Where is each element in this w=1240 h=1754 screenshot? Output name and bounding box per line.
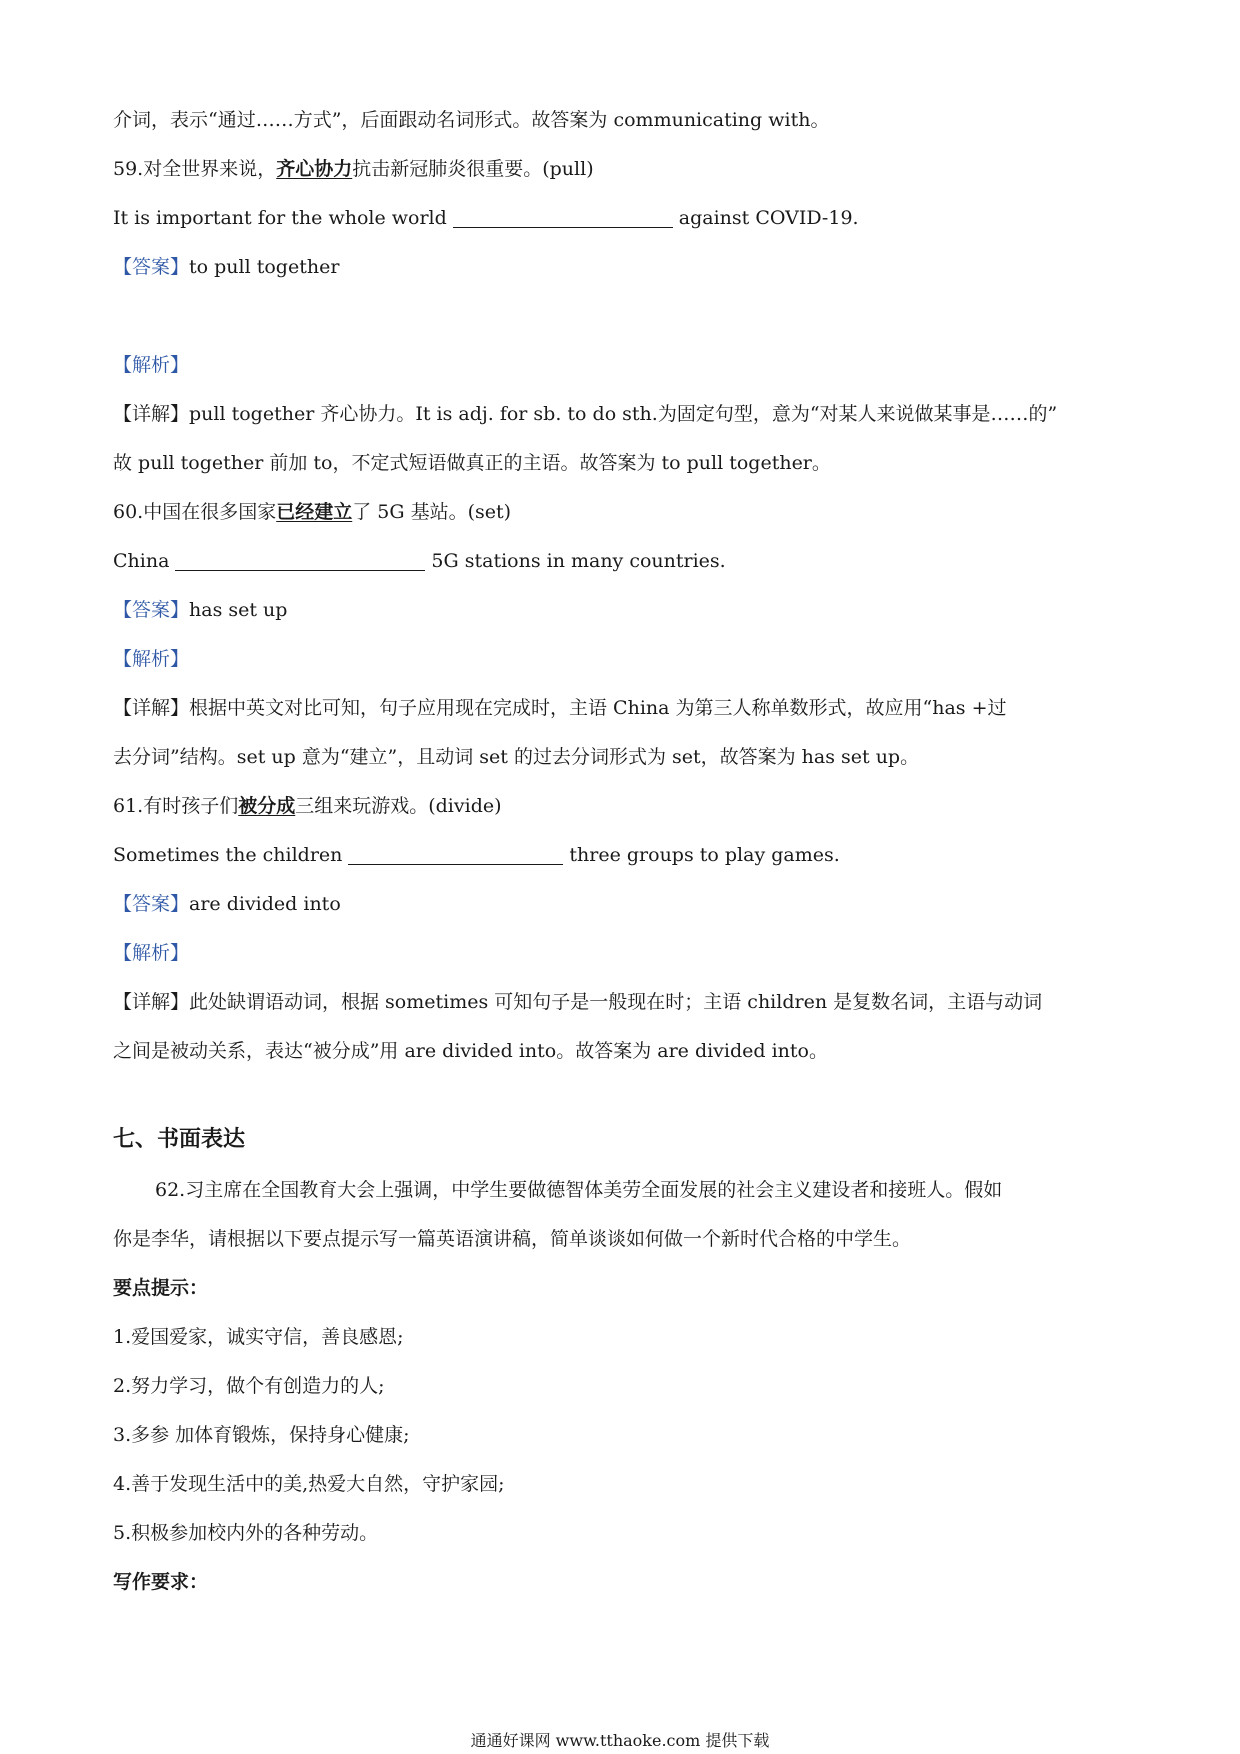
- intro-line: 介词，表示“通过……方式”，后面跟动名词形式。故答案为 communicating with。: [113, 109, 830, 131]
- q61-key-phrase: 被分成: [238, 795, 296, 817]
- q61-detail-2: 之间是被动关系，表达“被分成”用 are divided into。故答案为 are divided into。: [113, 1040, 828, 1062]
- requirements-title: 写作要求：: [113, 1571, 209, 1593]
- q60-answer: 【答案】has set up: [113, 599, 288, 621]
- q59-blank: [453, 205, 673, 228]
- point-1: 1.爱国爱家，诚实守信，善良感恩;: [113, 1326, 404, 1348]
- q62-line-2: 你是李华，请根据以下要点提示写一篇英语演讲稿，简单谈谈如何做一个新时代合格的中学生。: [113, 1228, 912, 1250]
- q61-english: Sometimes the children three groups to play games.: [113, 844, 840, 866]
- section-title: 七、书面表达: [113, 1127, 246, 1152]
- point-4: 4.善于发现生活中的美,热爱大自然，守护家园;: [113, 1473, 505, 1495]
- document-page: [113, 96, 1133, 1607]
- q60-detail-1: 【详解】根据中英文对比可知，句子应用现在完成时，主语 China 为第三人称单数形式，故应用“has +过: [113, 697, 1007, 719]
- q60-analysis-label: 【解析】: [113, 648, 190, 670]
- q62-line-1: 62.习主席在全国教育大会上强调，中学生要做德智体美劳全面发展的社会主义建设者和接班人。假如: [155, 1179, 1003, 1201]
- q60-blank: [175, 548, 425, 571]
- q59-answer: 【答案】to pull together: [113, 256, 340, 278]
- q59-english: It is important for the whole world against COVID-19.: [113, 207, 859, 229]
- q61-detail-1: 【详解】此处缺谓语动词，根据 sometimes 可知句子是一般现在时；主语 children 是复数名词，主语与动词: [113, 991, 1043, 1013]
- q59-detail-2: 故 pull together 前加 to，不定式短语做真正的主语。故答案为 to pull together。: [113, 452, 831, 474]
- q61-prompt: 61.有时孩子们被分成三组来玩游戏。(divide): [113, 795, 502, 817]
- point-2: 2.努力学习，做个有创造力的人;: [113, 1375, 385, 1397]
- q61-analysis-label: 【解析】: [113, 942, 190, 964]
- q59-prompt: 59.对全世界来说，齐心协力抗击新冠肺炎很重要。(pull): [113, 158, 594, 180]
- q59-detail-1: 【详解】pull together 齐心协力。It is adj. for sb. to do sth.为固定句型，意为“对某人来说做某事是……的”: [113, 403, 1058, 425]
- q60-english: China 5G stations in many countries.: [113, 550, 726, 572]
- q60-prompt: 60.中国在很多国家已经建立了 5G 基站。(set): [113, 501, 512, 523]
- point-5: 5.积极参加校内外的各种劳动。: [113, 1522, 379, 1544]
- q61-blank: [348, 842, 563, 865]
- q61-answer: 【答案】are divided into: [113, 893, 341, 915]
- q59-analysis-label: 【解析】: [113, 354, 190, 376]
- q59-key-phrase: 齐心协力: [276, 158, 353, 180]
- page-footer: 通通好课网 www.tthaoke.com 提供下载: [470, 1731, 770, 1750]
- points-title: 要点提示：: [113, 1277, 209, 1299]
- q60-key-phrase: 已经建立: [276, 501, 353, 523]
- point-3: 3.多参 加体育锻炼，保持身心健康;: [113, 1424, 410, 1446]
- q60-detail-2: 去分词”结构。set up 意为“建立”，且动词 set 的过去分词形式为 set，故答案为 has set up。: [113, 746, 920, 768]
